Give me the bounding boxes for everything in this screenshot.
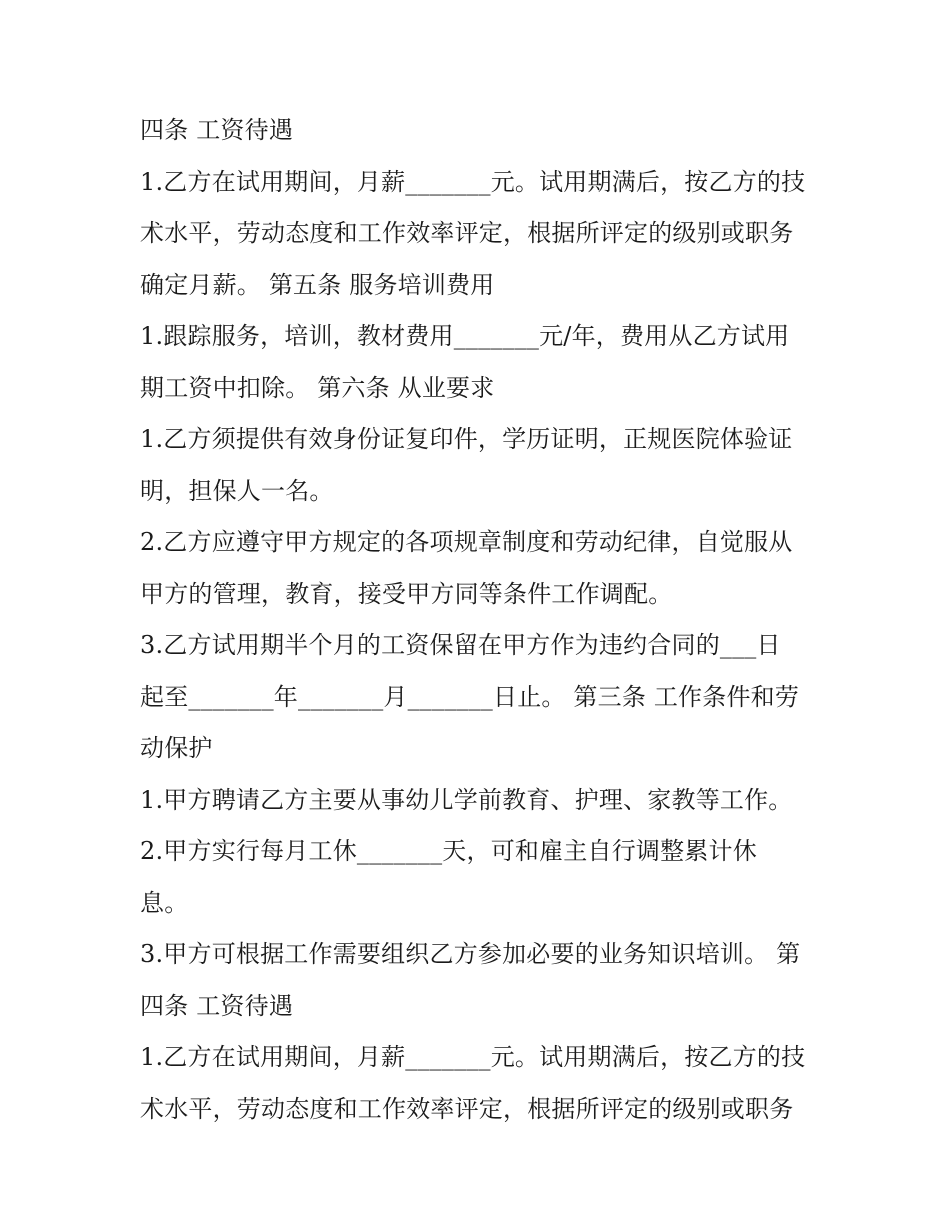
text-line: 四条 工资待遇 xyxy=(140,116,294,144)
text-line: 1.乙方在试用期间，月薪_______元。试用期满后，按乙方的技 xyxy=(140,167,806,196)
text-line: 1.跟踪服务，培训，教材费用_______元/年，费用从乙方试用 xyxy=(140,322,790,350)
text-line: 术水平，劳动态度和工作效率评定，根据所评定的级别或职务 xyxy=(140,219,794,247)
text-line: 甲方的管理，教育，接受甲方同等条件工作调配。 xyxy=(140,579,673,608)
document-body xyxy=(140,108,820,1138)
text-line: 2.乙方应遵守甲方规定的各项规章制度和劳动纪律，自觉服从 xyxy=(140,528,793,556)
text-line: 3.甲方可根据工作需要组织乙方参加必要的业务知识培训。 第 xyxy=(140,940,801,968)
text-line: 术水平，劳动态度和工作效率评定，根据所评定的级别或职务 xyxy=(140,1094,794,1123)
text-line: 期工资中扣除。 第六条 从业要求 xyxy=(140,373,495,402)
text-line: 1.乙方须提供有效身份证复印件，学历证明，正规医院体验证 xyxy=(140,425,793,453)
text-line: 确定月薪。 第五条 服务培训费用 xyxy=(140,270,495,299)
text-line: 四条 工资待遇 xyxy=(140,991,294,1020)
text-line: 1.乙方在试用期间，月薪_______元。试用期满后，按乙方的技 xyxy=(140,1043,806,1071)
text-line: 起至_______年_______月_______日止。 第三条 工作条件和劳 xyxy=(140,682,800,711)
text-line: 2.甲方实行每月工休_______天，可和雇主自行调整累计休 xyxy=(140,837,757,865)
text-line: 息。 xyxy=(140,888,189,917)
text-line: 动保护 xyxy=(140,734,213,762)
text-line: 1.甲方聘请乙方主要从事幼儿学前教育、护理、家教等工作。 xyxy=(140,785,793,814)
text-line: 明，担保人一名。 xyxy=(140,476,334,505)
text-line: 3.乙方试用期半个月的工资保留在甲方作为违约合同的___日 xyxy=(140,631,781,659)
